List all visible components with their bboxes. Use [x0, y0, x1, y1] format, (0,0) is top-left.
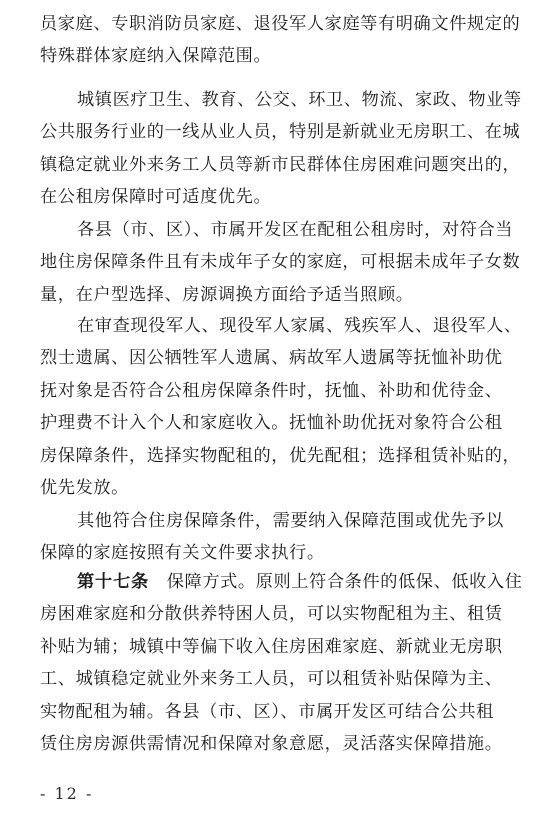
paragraph-military-families [40, 310, 530, 504]
article-heading: 第十七条 [77, 572, 149, 592]
paragraph-other-eligible [40, 505, 530, 570]
text-line: 在公租房保障时可适度优先。 [40, 187, 272, 208]
text-line: 量，在户型选择、房源调换方面给予适当照顾。 [40, 284, 414, 305]
article-text: 保障方式。原则上符合条件的低保、低收入住 [166, 572, 523, 592]
text-line: 优先发放。 [40, 478, 129, 499]
text-line: 在审查现役军人、现役军人家属、残疾军人、退役军人、 [77, 316, 522, 336]
text-line: 保障的家庭按照有关文件要求执行。 [40, 543, 325, 564]
text-line: 员家庭、专职消防员家庭、退役军人家庭等有明确文件规定的 [40, 14, 521, 34]
text-line: 补贴为辅；城镇中等偏下收入住房困难家庭、新就业无房职 [40, 636, 503, 657]
text-line: 赁住房房源供需情况和保障对象意愿，灵活落实保障措施。 [40, 734, 503, 755]
text-line: 镇稳定就业外来务工人员等新市民群体住房困难问题突出的， [40, 154, 521, 175]
text-line: 护理费不计入个人和家庭收入。抚恤补助优抚对象符合公租 [40, 413, 503, 434]
text-line: 特殊群体家庭纳入保障范围。 [40, 46, 272, 67]
paragraph-special-groups-continued [40, 8, 530, 73]
text-line: 地住房保障条件且有未成年子女的家庭，可根据未成年子女数 [40, 252, 521, 273]
text-line: 抚对象是否符合公租房保障条件时，抚恤、补助和优待金、 [40, 380, 503, 401]
text-line: 烈士遗属、因公牺牲军人遗属、病故军人遗属等抚恤补助优 [40, 348, 503, 369]
text-line: 城镇医疗卫生、教育、公交、环卫、物流、家政、物业等 [77, 90, 522, 110]
paragraph-public-service-workers [40, 84, 530, 214]
text-line: 工、城镇稳定就业外来务工人员，可以租赁补贴保障为主、 [40, 669, 503, 690]
text-line: 房保障条件，选择实物配租的，优先配租；选择租赁补贴的， [40, 445, 521, 466]
page-number: - 12 - [40, 784, 94, 803]
paragraph-minor-children-families [40, 214, 530, 311]
text-line: 房困难家庭和分散供养特困人员，可以实物配租为主、租赁 [40, 604, 503, 625]
text-line [40, 566, 530, 598]
paragraph-article-17 [40, 566, 530, 760]
text-line: 实物配租为辅。各县（市、区）、市属开发区可结合公共租 [40, 701, 494, 722]
text-line: 其他符合住房保障条件，需要纳入保障范围或优先予以 [77, 511, 504, 531]
text-line: 公共服务行业的一线从业人员，特别是新就业无房职工、在城 [40, 122, 521, 143]
text-line: 各县（市、区）、市属开发区在配租公租房时，对符合当 [77, 220, 514, 240]
